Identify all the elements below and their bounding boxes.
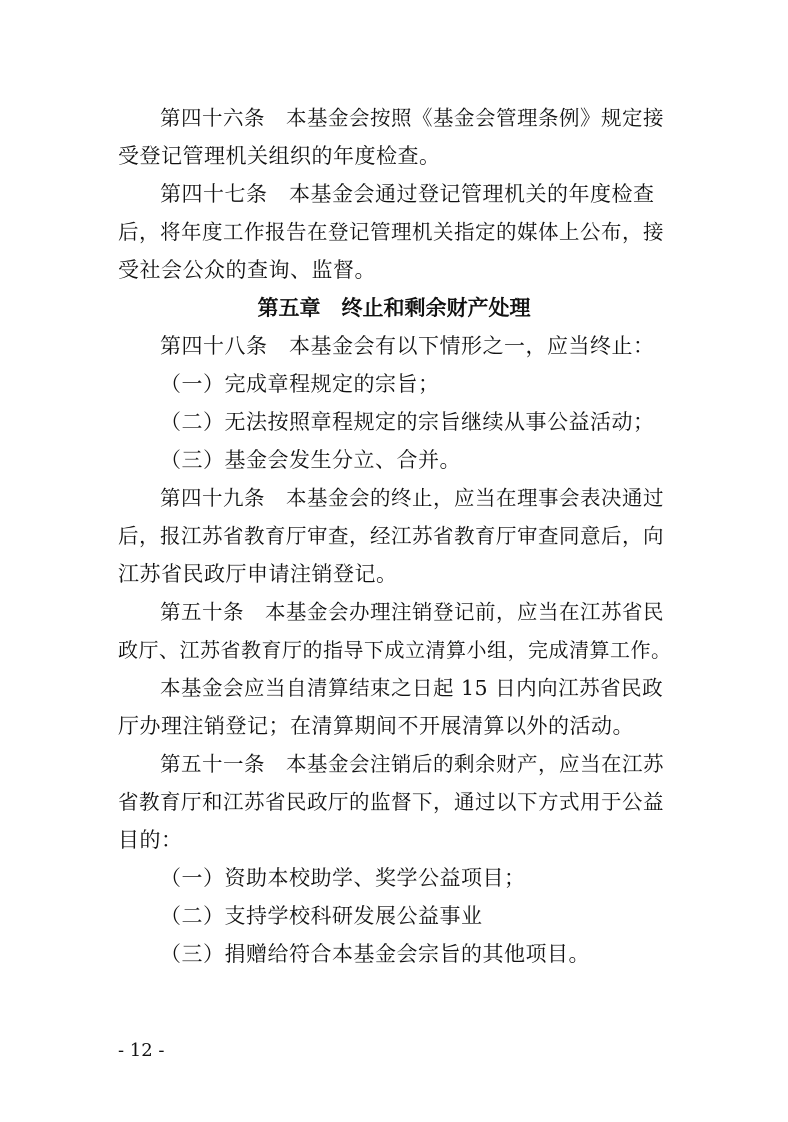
article-48-item-3: （三）基金会发生分立、合并。 [160, 448, 461, 472]
article-47-line-1: 第四十七条 本基金会通过登记管理机关的年度检查 [160, 182, 655, 206]
article-49-line-2: 后，报江苏省教育厅审查，经江苏省教育厅审查同意后，向 [118, 524, 664, 548]
article-47-line-3: 受社会公众的查询、监督。 [118, 258, 376, 282]
article-51-line-2: 省教育厅和江苏省民政厅的监督下，通过以下方式用于公益 [118, 790, 664, 814]
article-50-line-2: 政厅、江苏省教育厅的指导下成立清算小组，完成清算工作。 [118, 638, 672, 662]
article-51-line-1: 第五十一条 本基金会注销后的剩余财产，应当在江苏 [160, 752, 664, 776]
article-46-line-1: 第四十六条 本基金会按照《基金会管理条例》规定接 [160, 106, 664, 130]
article-49-line-3: 江苏省民政厅申请注销登记。 [118, 562, 398, 586]
page-number: - 12 - [118, 1040, 165, 1061]
article-48-line-1: 第四十八条 本基金会有以下情形之一，应当终止： [160, 334, 655, 358]
article-51-line-3: 目的： [118, 828, 183, 852]
article-48-item-2: （二）无法按照章程规定的宗旨继续从事公益活动； [160, 410, 655, 434]
article-47-line-2: 后，将年度工作报告在登记管理机关指定的媒体上公布，接 [118, 220, 664, 244]
article-51-item-3: （三）捐赠给符合本基金会宗旨的其他项目。 [160, 942, 590, 966]
article-50-line-3: 本基金会应当自清算结束之日起 15 日内向江苏省民政 [160, 676, 664, 700]
article-46-line-2: 受登记管理机关组织的年度检查。 [118, 144, 441, 168]
chapter-heading: 第五章 终止和剩余财产处理 [257, 296, 531, 320]
article-50-line-1: 第五十条 本基金会办理注销登记前，应当在江苏省民 [160, 600, 664, 624]
article-50-line-4: 厅办理注销登记；在清算期间不开展清算以外的活动。 [118, 714, 634, 738]
article-51-item-2: （二）支持学校科研发展公益事业 [160, 904, 483, 928]
article-51-item-1: （一）资助本校助学、奖学公益项目； [160, 866, 526, 890]
article-49-line-1: 第四十九条 本基金会的终止，应当在理事会表决通过 [160, 486, 664, 510]
article-48-item-1: （一）完成章程规定的宗旨； [160, 372, 440, 396]
